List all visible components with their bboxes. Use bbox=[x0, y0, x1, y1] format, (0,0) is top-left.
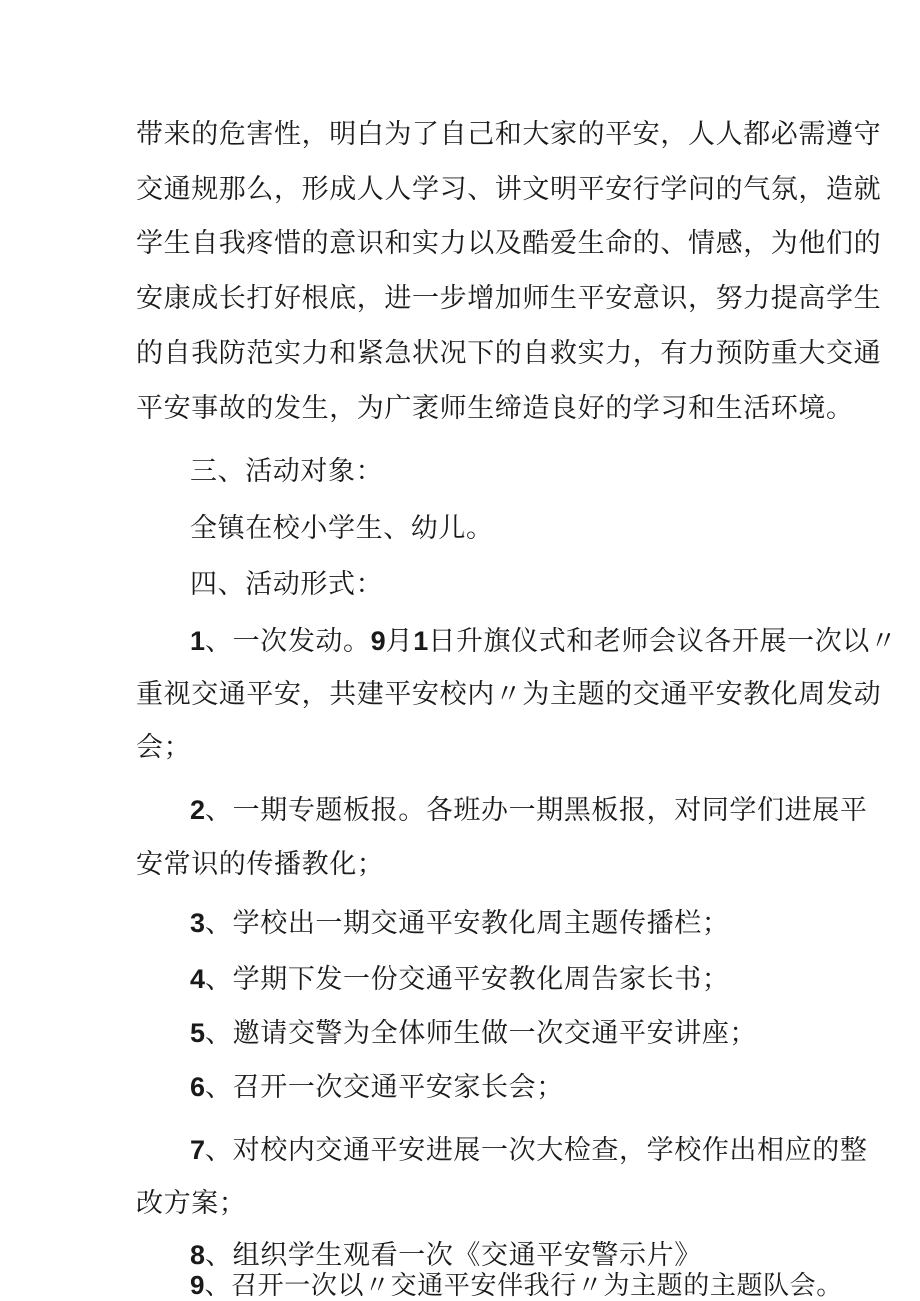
item-text: 、学期下发一份交通平安教化周告家长书； bbox=[205, 964, 730, 995]
list-item bbox=[190, 1074, 564, 1101]
paragraph-line: 平安事故的发生，为广袤师生缔造良好的学习和生活环境。 bbox=[136, 393, 854, 424]
item-text: 、对校内交通平安进展一次大检查，学校作出相应的整 bbox=[205, 1135, 868, 1166]
list-item bbox=[190, 1137, 867, 1164]
item-number: 7 bbox=[190, 1135, 206, 1165]
section-heading: 三、活动对象： bbox=[190, 456, 384, 487]
list-item bbox=[190, 910, 729, 937]
list-item bbox=[190, 1242, 702, 1269]
item-number: 4 bbox=[190, 964, 206, 994]
section-heading: 四、活动形式： bbox=[190, 569, 384, 600]
paragraph-line: 带来的危害性，明白为了自己和大家的平安，人人都必需遵守 bbox=[136, 119, 882, 150]
item-text: 、邀请交警为全体师生做一次交通平安讲座； bbox=[205, 1018, 758, 1049]
item-text: 、一期专题板报。各班办一期黑板报，对同学们进展平 bbox=[205, 795, 868, 826]
item-number: 9 bbox=[190, 1270, 205, 1300]
paragraph-line: 安康成长打好根底，进一步增加师生平安意识，努力提高学生 bbox=[136, 283, 882, 314]
item-number: 1 bbox=[190, 626, 206, 656]
item-date-number: 9 bbox=[370, 626, 386, 656]
item-number: 2 bbox=[190, 795, 206, 825]
list-item-line: 重视交通平安，共建平安校内〃为主题的交通平安教化周发动 bbox=[136, 679, 882, 710]
list-item bbox=[190, 1020, 757, 1047]
list-item-line: 安常识的传播教化； bbox=[136, 849, 385, 880]
item-text: 、召开一次以〃交通平安伴我行〃为主题的主题队会。 bbox=[204, 1271, 843, 1301]
paragraph-line: 交通规那么，形成人人学习、讲文明平安行学问的气氛，造就 bbox=[136, 174, 882, 205]
list-item-line: 改方案； bbox=[136, 1188, 247, 1219]
item-text: 、一次发动。 bbox=[205, 626, 371, 657]
item-text: 、学校出一期交通平安教化周主题传播栏； bbox=[205, 908, 730, 939]
item-date-number: 1 bbox=[413, 626, 429, 656]
list-item-line: 会； bbox=[136, 732, 192, 763]
item-text: 月 bbox=[385, 626, 414, 657]
paragraph-line: 学生自我疼惜的意识和实力以及酷爱生命的、情感，为他们的 bbox=[136, 228, 882, 259]
item-text: 、召开一次交通平安家长会； bbox=[205, 1072, 564, 1103]
item-number: 5 bbox=[190, 1018, 206, 1048]
item-number: 3 bbox=[190, 908, 206, 938]
section-content: 全镇在校小学生、幼儿。 bbox=[190, 513, 494, 544]
list-item bbox=[190, 1272, 843, 1299]
item-text: 日升旗仪式和老师会议各开展一次以〃 bbox=[428, 626, 898, 657]
item-number: 8 bbox=[190, 1240, 206, 1270]
item-text: 、组织学生观看一次《交通平安警示片》 bbox=[205, 1240, 702, 1271]
list-item bbox=[190, 628, 898, 655]
list-item bbox=[190, 966, 729, 993]
item-number: 6 bbox=[190, 1072, 206, 1102]
paragraph-line: 的自我防范实力和紧急状况下的自救实力，有力预防重大交通 bbox=[136, 338, 882, 369]
list-item bbox=[190, 797, 867, 824]
